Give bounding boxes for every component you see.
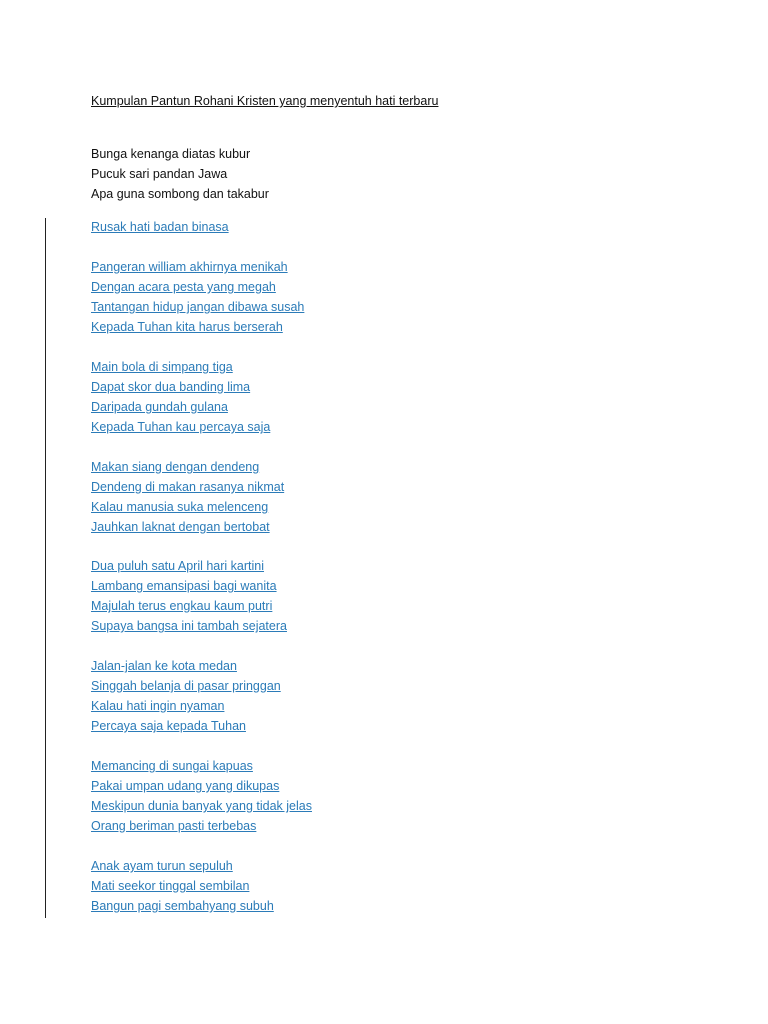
intro-line: Apa guna sombong dan takabur [91,187,269,201]
pantun-link-line[interactable]: Jauhkan laknat dengan bertobat [91,520,270,534]
pantun-link-line[interactable]: Kepada Tuhan kita harus berserah [91,320,283,334]
pantun-link-line[interactable]: Percaya saja kepada Tuhan [91,719,246,733]
pantun-link-line[interactable]: Dengan acara pesta yang megah [91,280,276,294]
stanza-8 [91,856,274,916]
pantun-link-line[interactable]: Supaya bangsa ini tambah sejatera [91,619,287,633]
pantun-link-line[interactable]: Jalan-jalan ke kota medan [91,659,237,673]
pantun-link-line[interactable]: Memancing di sungai kapuas [91,759,253,773]
pantun-link-line[interactable]: Pakai umpan udang yang dikupas [91,779,280,793]
pantun-link-line[interactable]: Mati seekor tinggal sembilan [91,879,250,893]
document-title: Kumpulan Pantun Rohani Kristen yang menyentuh hati terbaru [91,94,439,108]
pantun-link-line[interactable]: Dua puluh satu April hari kartini [91,559,265,573]
pantun-link-line[interactable]: Lambang emansipasi bagi wanita [91,579,277,593]
stanza-3 [91,357,270,437]
margin-change-bar [45,218,46,918]
pantun-link-line[interactable]: Kalau manusia suka melenceng [91,500,269,514]
intro-line: Pucuk sari pandan Jawa [91,167,228,181]
pantun-link-line[interactable]: Kepada Tuhan kau percaya saja [91,420,271,434]
pantun-link-line[interactable]: Anak ayam turun sepuluh [91,859,233,873]
pantun-link-line[interactable]: Rusak hati badan binasa [91,220,229,234]
pantun-link-line[interactable]: Main bola di simpang tiga [91,360,233,374]
pantun-link-line[interactable]: Dapat skor dua banding lima [91,380,251,394]
intro-line: Bunga kenanga diatas kubur [91,147,251,161]
pantun-link-line[interactable]: Meskipun dunia banyak yang tidak jelas [91,799,312,813]
stanza-4 [91,457,284,537]
intro-stanza [91,144,269,204]
pantun-link-line[interactable]: Kalau hati ingin nyaman [91,699,225,713]
pantun-link-line[interactable]: Orang beriman pasti terbebas [91,819,257,833]
pantun-link-line[interactable]: Dendeng di makan rasanya nikmat [91,480,285,494]
pantun-link-line[interactable]: Daripada gundah gulana [91,400,228,414]
stanza-1 [91,217,229,237]
stanza-7 [91,756,312,836]
pantun-link-line[interactable]: Pangeran william akhirnya menikah [91,260,288,274]
pantun-link-line[interactable]: Bangun pagi sembahyang subuh [91,899,274,913]
stanza-5 [91,556,287,636]
pantun-link-line[interactable]: Makan siang dengan dendeng [91,460,260,474]
pantun-link-line[interactable]: Majulah terus engkau kaum putri [91,599,273,613]
pantun-link-line[interactable]: Singgah belanja di pasar pringgan [91,679,281,693]
pantun-link-line[interactable]: Tantangan hidup jangan dibawa susah [91,300,305,314]
stanza-6 [91,656,281,736]
stanza-2 [91,257,304,337]
